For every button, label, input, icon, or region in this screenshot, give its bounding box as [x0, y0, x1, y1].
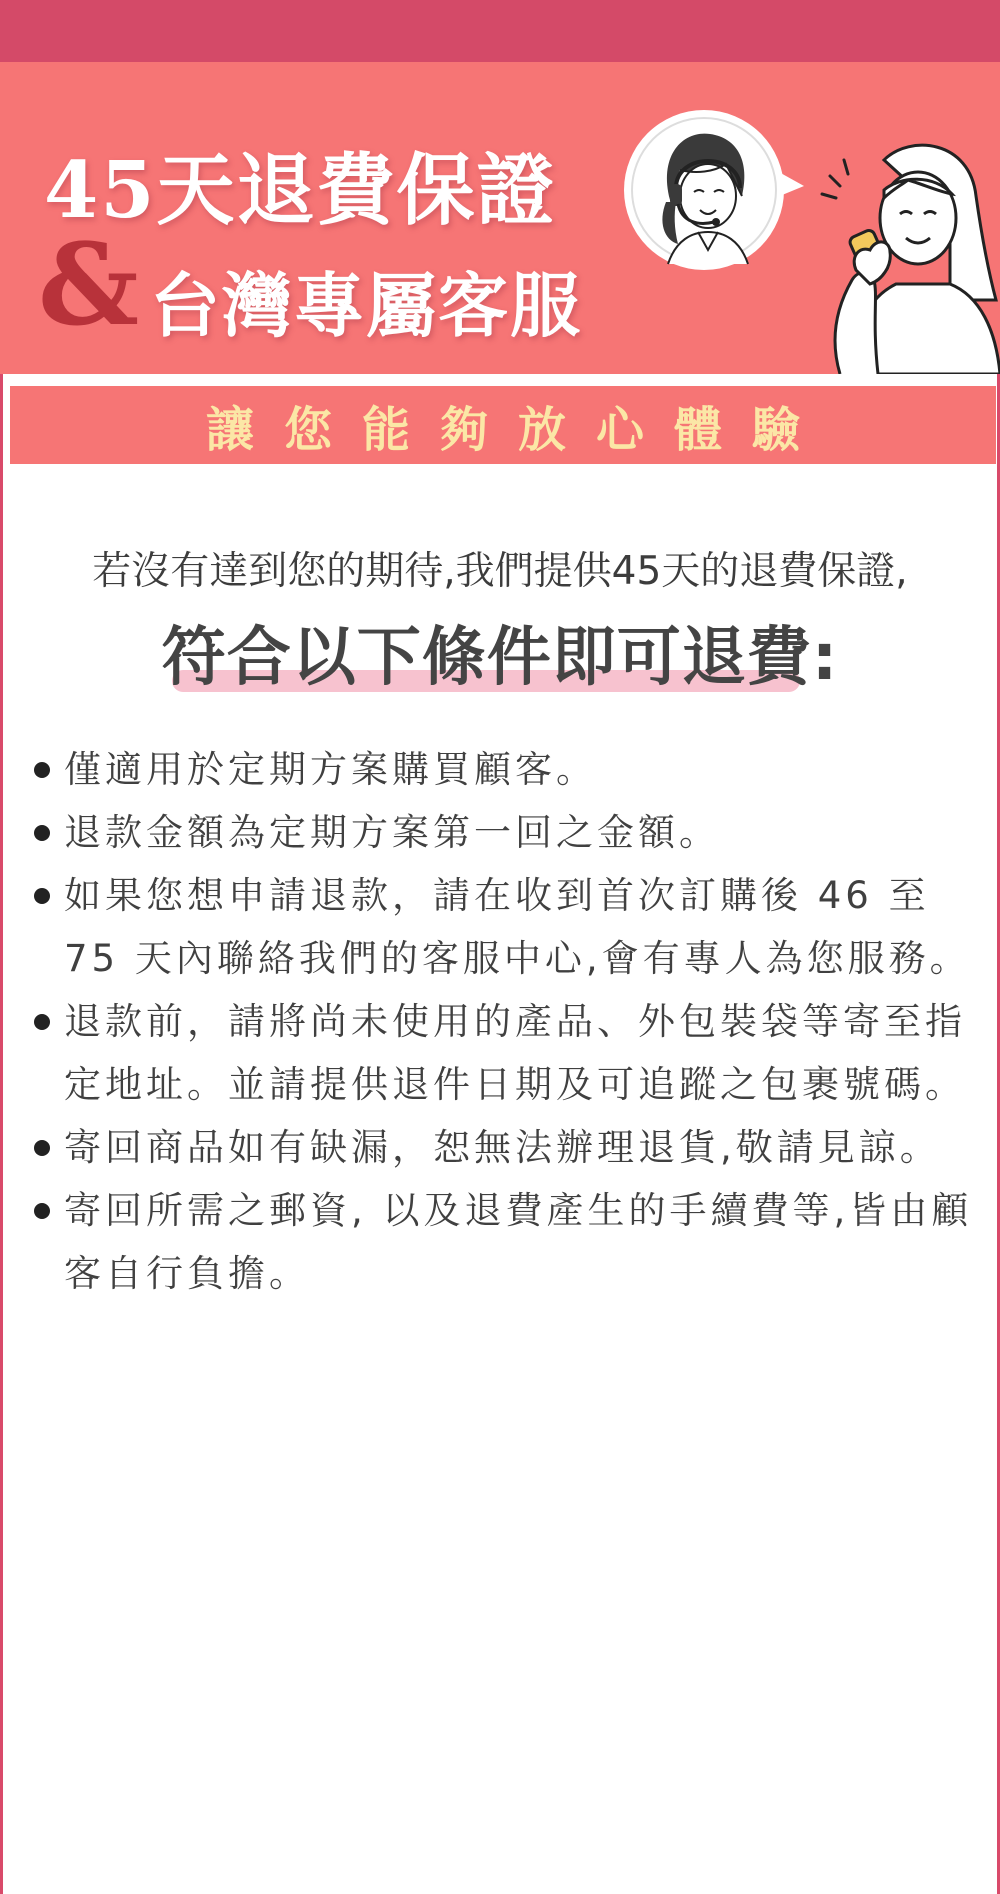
intro-text: 若沒有達到您的期待,我們提供45天的退費保證,	[92, 549, 908, 594]
hero-banner	[0, 62, 1000, 374]
headset-agent-icon	[618, 104, 812, 280]
conditions-heading-text: 符合以下條件即可退費:	[161, 621, 839, 695]
bullet-icon	[34, 1140, 50, 1156]
term-text: 寄回商品如有缺漏，恕無法辦理退貨,敬請見諒。	[64, 1126, 941, 1169]
hero-title-customer-service: 台灣專屬客服	[150, 264, 582, 347]
woman-on-phone-illustration	[800, 120, 1000, 374]
term-text: 寄回所需之郵資, 以及退費產生的手續費等,皆由顧客自行負擔。	[64, 1189, 973, 1295]
bullet-icon	[34, 888, 50, 904]
subtitle-banner	[10, 386, 996, 464]
list-item	[28, 1116, 990, 1179]
bullet-icon	[34, 825, 50, 841]
conditions-heading-inner	[162, 606, 839, 698]
list-item	[28, 864, 990, 990]
list-item	[28, 738, 990, 801]
bullet-icon	[34, 1014, 50, 1030]
conditions-heading	[0, 606, 1000, 698]
term-text: 退款前，請將尚未使用的產品、外包裝袋等寄至指定地址。並請提供退件日期及可追蹤之包裹號碼。	[64, 1000, 966, 1106]
list-item	[28, 801, 990, 864]
term-text: 退款金額為定期方案第一回之金額。	[64, 811, 720, 854]
hero-ampersand: &	[38, 220, 140, 351]
list-item	[28, 990, 990, 1116]
top-bar	[0, 0, 1000, 62]
refund-terms-list	[28, 738, 990, 1305]
term-text: 僅適用於定期方案購買顧客。	[64, 748, 597, 791]
hero-title-refund-guarantee: 45天退費保證	[44, 145, 557, 236]
subtitle-text: 讓您能夠放心體驗	[205, 401, 830, 458]
list-item	[28, 1179, 990, 1305]
term-text: 如果您想申請退款，請在收到首次訂購後 46 至 75 天內聯絡我們的客服中心,會有專人為您服務。	[64, 874, 971, 980]
bullet-icon	[34, 762, 50, 778]
bullet-icon	[34, 1203, 50, 1219]
